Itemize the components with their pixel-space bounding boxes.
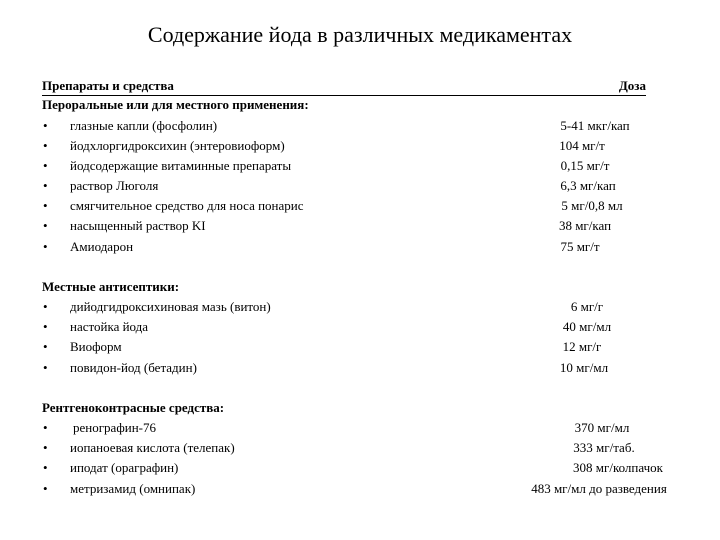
bullet: • (43, 138, 48, 153)
list-item (0, 440, 720, 460)
bullet: • (43, 460, 48, 475)
bullet: • (43, 158, 48, 173)
list-item (0, 138, 720, 158)
item-dose: 5 мг/0,8 мл (561, 198, 623, 213)
list-item (0, 319, 720, 339)
page-title: Содержание йода в различных медикаментах (147, 22, 573, 47)
item-name: настойка йода (70, 319, 149, 334)
bullet: • (43, 198, 48, 213)
bullet: • (43, 178, 48, 193)
item-dose: 104 мг/т (559, 138, 605, 153)
header-preparations: Препараты и средства (42, 78, 174, 93)
item-name: раствор Люголя (70, 178, 159, 193)
list-item (0, 198, 720, 218)
item-dose: 308 мг/колпачок (573, 460, 663, 475)
item-name: повидон-йод (бетадин) (70, 360, 197, 375)
item-name: Амиодарон (70, 239, 134, 254)
table-header (42, 78, 646, 96)
list-item (0, 239, 720, 259)
bullet: • (43, 319, 48, 334)
item-dose: 5-41 мкг/кап (560, 118, 630, 133)
item-dose: 40 мг/мл (562, 319, 612, 334)
bullet: • (43, 420, 48, 435)
item-name: смягчительное средство для носа понарис (70, 198, 304, 213)
item-name: Виоформ (70, 339, 122, 354)
section-title-oral: Пероральные или для местного применения: (42, 97, 309, 112)
bullet: • (43, 118, 48, 133)
list-item (0, 481, 720, 501)
bullet: • (43, 239, 48, 254)
list-item (0, 360, 720, 380)
bullet: • (43, 360, 48, 375)
item-dose: 38 мг/кап (558, 218, 612, 233)
list-item (0, 178, 720, 198)
bullet: • (43, 440, 48, 455)
item-dose: 333 мг/таб. (573, 440, 635, 455)
list-item (0, 218, 720, 238)
item-name: дийодгидроксихиновая мазь (витон) (70, 299, 271, 314)
item-dose: 10 мг/мл (559, 360, 609, 375)
item-name: глазные капли (фосфолин) (70, 118, 218, 133)
list-item (0, 158, 720, 178)
item-dose: 370 мг/мл (574, 420, 630, 435)
item-name: иподат (ораграфин) (70, 460, 179, 475)
item-dose: 6 мг/г (570, 299, 604, 314)
list-item (0, 299, 720, 319)
item-name: иопаноевая кислота (телепак) (70, 440, 235, 455)
list-item (0, 339, 720, 359)
item-name: насыщенный раствор KI (70, 218, 206, 233)
section-title-contrast: Рентгеноконтрасные средства: (42, 400, 225, 415)
bullet: • (43, 218, 48, 233)
list-item (0, 420, 720, 440)
bullet: • (43, 339, 48, 354)
item-dose: 75 мг/т (560, 239, 600, 254)
section-title-antiseptics: Местные антисептики: (42, 279, 180, 294)
item-dose: 483 мг/мл до разведения (531, 481, 667, 496)
header-dose: Доза (618, 78, 646, 93)
item-name: йодсодержащие витаминные препараты (70, 158, 292, 173)
bullet: • (43, 481, 48, 496)
list-item (0, 460, 720, 480)
item-name: йодхлоргидроксихин (энтеровиоформ) (70, 138, 285, 153)
bullet: • (43, 299, 48, 314)
item-name: ренографин-76 (73, 420, 156, 435)
list-item (0, 118, 720, 138)
item-dose: 12 мг/г (562, 339, 602, 354)
item-dose: 0,15 мг/т (560, 158, 610, 173)
item-dose: 6,3 мг/кап (560, 178, 616, 193)
item-name: метризамид (омнипак) (70, 481, 196, 496)
